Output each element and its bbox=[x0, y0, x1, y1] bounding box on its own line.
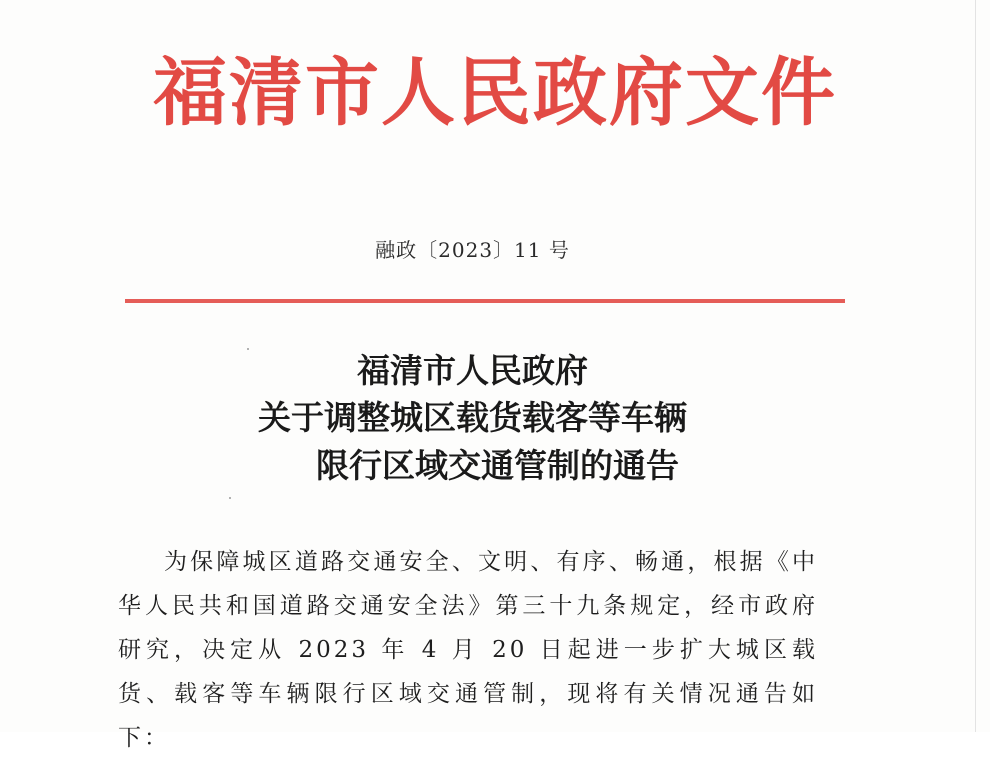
notice-title-line-1: 福清市人民政府 bbox=[357, 351, 588, 390]
notice-title-line-3: 限行区域交通管制的通告 bbox=[316, 446, 679, 485]
scan-speck bbox=[247, 348, 249, 350]
scan-speck bbox=[229, 497, 231, 499]
red-separator-rule bbox=[125, 299, 845, 303]
body-paragraph: 为保障城区道路交通安全、文明、有序、畅通，根据《中华人民共和国道路交通安全法》第三十九条规定，经市政府研究，决定从 2023 年 4 月 20 日起进一步扩大城区载货、载客等车辆限行区域交通管制，现将有关情况通告如下： bbox=[118, 549, 818, 751]
notice-title-line-2: 关于调整城区载货载客等车辆 bbox=[258, 398, 687, 437]
notice-body bbox=[118, 540, 818, 760]
document-issuer-header: 福清市人民政府文件 bbox=[153, 50, 837, 136]
document-number: 融政〔2023〕11 号 bbox=[375, 238, 570, 262]
